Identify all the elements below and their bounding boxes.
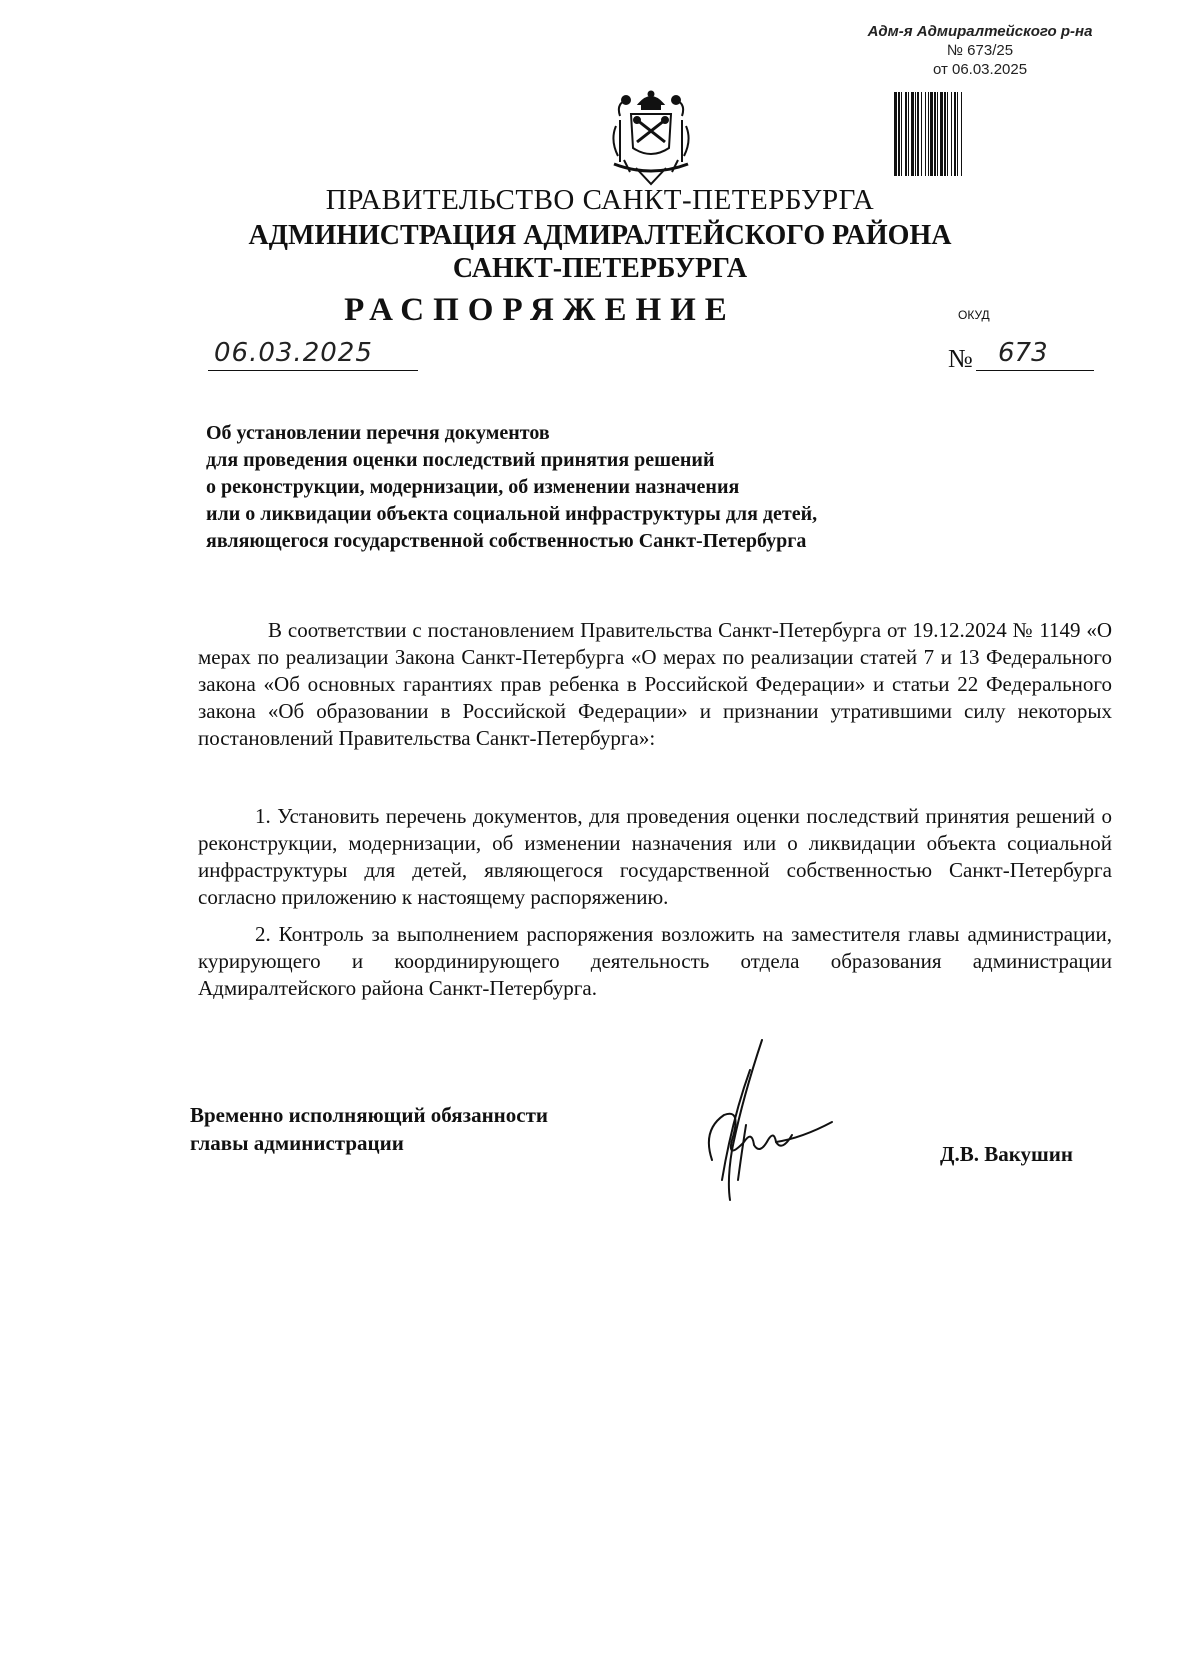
preamble-paragraph: В соответствии с постановлением Правительства Санкт-Петербурга от 19.12.2024 № 1149 «О мерах по реализации Закона Санкт-Петербурга «О мерах по реализации статей 7 и 13 Федерального закона «Об основных гарантиях прав ребенка в Российской Федерации» и статьи 22 Федерального закона «Об образовании в Российской Федерации» и признании утратившими силу некоторых постановлений Правительства Санкт-Петербурга»: — [198, 618, 1112, 750]
document-title — [206, 420, 966, 555]
barcode — [894, 92, 1042, 176]
okud-label: ОКУД — [958, 308, 990, 322]
stamp-date: от 06.03.2025 — [932, 61, 1028, 78]
document-type: РАСПОРЯЖЕНИЕ — [344, 292, 736, 328]
handwritten-signature — [672, 1030, 852, 1210]
registration-stamp — [860, 22, 1100, 79]
number-field — [976, 340, 1094, 371]
signatory-name: Д.В. Вакушин — [940, 1142, 1073, 1166]
barcode-bar — [962, 92, 964, 176]
signatory-position — [190, 1101, 548, 1157]
stamp-office: Адм-я Адмиралтейского р-на — [867, 23, 1093, 40]
title-line: Об установлении перечня документов — [206, 422, 550, 444]
government-heading: ПРАВИТЕЛЬСТВО САНКТ-ПЕТЕРБУРГА — [325, 184, 875, 216]
number-label: № — [948, 344, 973, 373]
order-items — [198, 803, 1112, 1002]
order-item: 2. Контроль за выполнением распоряжения возложить на заместителя главы администрации, курирующего и координирующего деятельность отдела образования администрации Адмиралтейского района Санкт-Петербурга. — [198, 922, 1112, 1000]
administration-heading: АДМИНИСТРАЦИЯ АДМИРАЛТЕЙСКОГО РАЙОНА — [248, 220, 952, 251]
document-date: 06.03.2025 — [214, 338, 373, 368]
date-field — [208, 340, 418, 371]
signatory-position-line: главы администрации — [190, 1131, 404, 1155]
document-number: 673 — [998, 338, 1048, 368]
signatory-position-line: Временно исполняющий обязанности — [190, 1103, 549, 1127]
coat-of-arms-emblem — [606, 90, 696, 186]
title-line: или о ликвидации объекта социальной инфраструктуры для детей, — [206, 503, 818, 525]
order-item: 1. Установить перечень документов, для проведения оценки последствий принятия решений о реконструкции, модернизации, об изменении назначения или о ликвидации объекта социальной инфраструктуры для детей, являющегося государственной собственностью Санкт-Петербурга согласно приложению к настоящему распоряжению. — [198, 804, 1112, 909]
city-heading: САНКТ-ПЕТЕРБУРГА — [452, 253, 748, 284]
stamp-number: № 673/25 — [946, 42, 1014, 59]
title-line: о реконструкции, модернизации, об изменении назначения — [206, 476, 740, 498]
title-line: являющегося государственной собственностью Санкт-Петербурга — [206, 530, 807, 552]
title-line: для проведения оценки последствий принятия решений — [206, 449, 715, 471]
